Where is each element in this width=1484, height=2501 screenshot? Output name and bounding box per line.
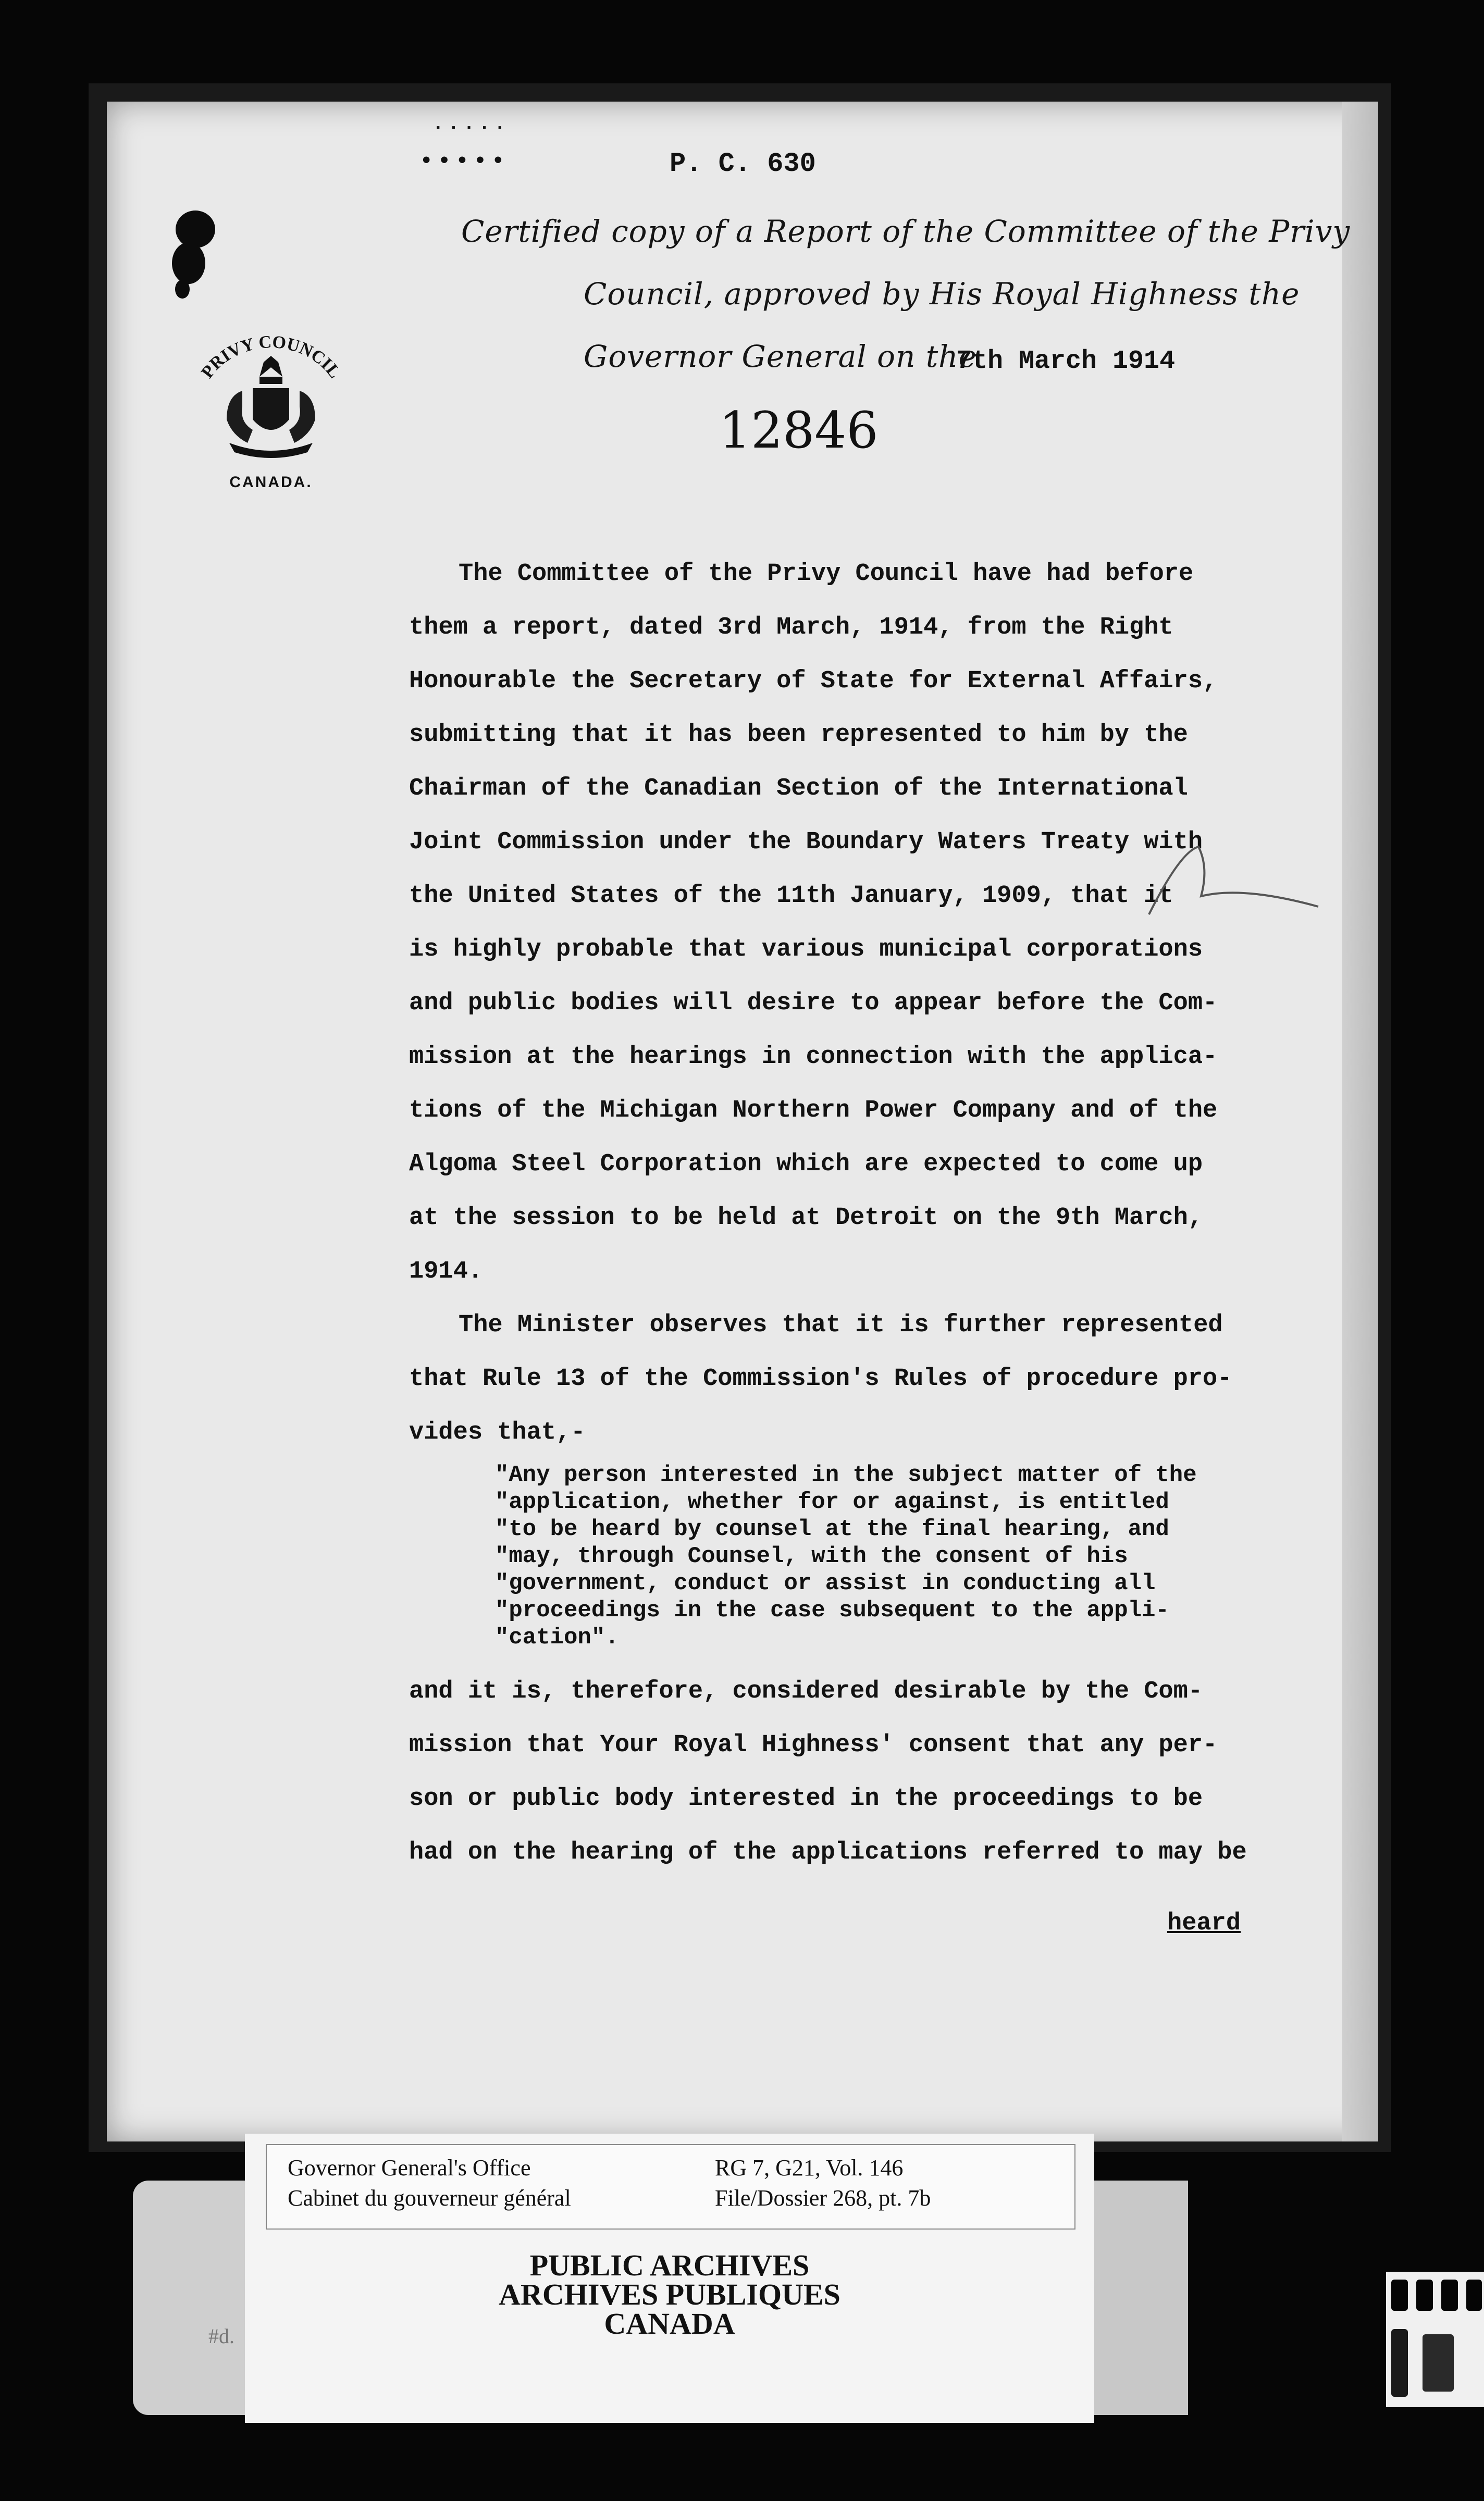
report-paragraph-1 xyxy=(409,547,1357,1459)
header-dots-top: ····· xyxy=(432,117,510,139)
approval-date: 7th March 1914 xyxy=(956,346,1176,376)
pencil-annotation xyxy=(1144,831,1321,961)
seal-top-text: PRIVY COUNCIL xyxy=(197,332,344,382)
text-line: The Minister observes that it is further represented xyxy=(459,1311,1223,1339)
film-perforations xyxy=(1386,2272,1484,2407)
text-line: mission at the hearings in connection with the applica- xyxy=(409,1043,1218,1071)
text-line: and it is, therefore, considered desirable by the Com- xyxy=(409,1678,1203,1705)
file-reference: File/Dossier 268, pt. 7b xyxy=(715,2185,931,2211)
stamp-line-3: CANADA xyxy=(604,2307,735,2341)
quote-line: "proceedings in the case subsequent to the appli- xyxy=(495,1598,1169,1624)
archive-reference-box xyxy=(266,2144,1075,2230)
public-archives-stamp xyxy=(245,2248,1094,2341)
text-line: Joint Commission under the Boundary Waters Treaty with xyxy=(409,828,1203,856)
office-english: Governor General's Office xyxy=(288,2155,531,2181)
rule-13-quotation xyxy=(495,1462,1350,1651)
text-line: Honourable the Secretary of State for External Affairs, xyxy=(409,667,1218,695)
record-group-reference: RG 7, G21, Vol. 146 xyxy=(715,2155,904,2181)
quote-line: "Any person interested in the subject matter of the xyxy=(495,1462,1197,1488)
text-line: Chairman of the Canadian Section of the International xyxy=(409,775,1188,802)
file-number: 12846 xyxy=(719,401,879,460)
text-line: 1914. xyxy=(409,1258,483,1285)
catchword: heard xyxy=(1167,1910,1241,1937)
text-line: at the session to be held at Detroit on the 9th March, xyxy=(409,1204,1203,1232)
quote-line: "to be heard by counsel at the final hearing, and xyxy=(495,1516,1169,1542)
report-paragraph-3 xyxy=(409,1665,1357,1879)
document-page xyxy=(107,102,1378,2141)
text-line: son or public body interested in the proceedings to be xyxy=(409,1785,1203,1813)
order-number: P. C. 630 xyxy=(670,148,816,179)
seal-bottom-text: CANADA. xyxy=(229,474,313,491)
stamp-line-1: PUBLIC ARCHIVES xyxy=(529,2248,810,2282)
text-line: mission that Your Royal Highness' consent that any per- xyxy=(409,1731,1218,1759)
text-line: and public bodies will desire to appear before the Com- xyxy=(409,989,1218,1017)
text-line: vides that,- xyxy=(409,1419,586,1446)
text-line: Algoma Steel Corporation which are expected to come up xyxy=(409,1150,1203,1178)
margin-mark: #d. xyxy=(208,2324,234,2348)
text-line: is highly probable that various municipal corporations xyxy=(409,936,1203,963)
archive-label xyxy=(245,2134,1094,2423)
text-line: The Committee of the Privy Council have had before xyxy=(459,560,1194,588)
text-line: submitting that it has been represented to him by the xyxy=(409,721,1188,749)
certification-line-1: Certified copy of a Report of the Committee of the Privy xyxy=(461,214,1351,249)
quote-line: "application, whether for or against, is entitled xyxy=(495,1489,1169,1515)
film-edge-right xyxy=(1084,2181,1188,2415)
text-line: that Rule 13 of the Commission's Rules of procedure pro- xyxy=(409,1365,1232,1393)
quote-line: "government, conduct or assist in conducting all xyxy=(495,1570,1156,1596)
stamp-line-2: ARCHIVES PUBLIQUES xyxy=(499,2277,840,2311)
quote-line: "cation". xyxy=(495,1625,619,1651)
ink-blot xyxy=(167,206,224,307)
text-line: them a report, dated 3rd March, 1914, from the Right xyxy=(409,614,1173,641)
film-edge-left xyxy=(133,2181,248,2415)
certification-line-2: Council, approved by His Royal Highness the xyxy=(584,276,1300,312)
office-french: Cabinet du gouverneur général xyxy=(288,2185,571,2211)
text-line: tions of the Michigan Northern Power Company and of the xyxy=(409,1097,1218,1124)
text-line: the United States of the 11th January, 1909, that it xyxy=(409,882,1173,910)
header-dots: ••••• xyxy=(419,148,510,175)
certification-line-3: Governor General on the xyxy=(584,339,977,374)
privy-council-seal xyxy=(193,331,349,498)
text-line: had on the hearing of the applications referred to may be xyxy=(409,1839,1247,1866)
quote-line: "may, through Counsel, with the consent of his xyxy=(495,1543,1128,1569)
